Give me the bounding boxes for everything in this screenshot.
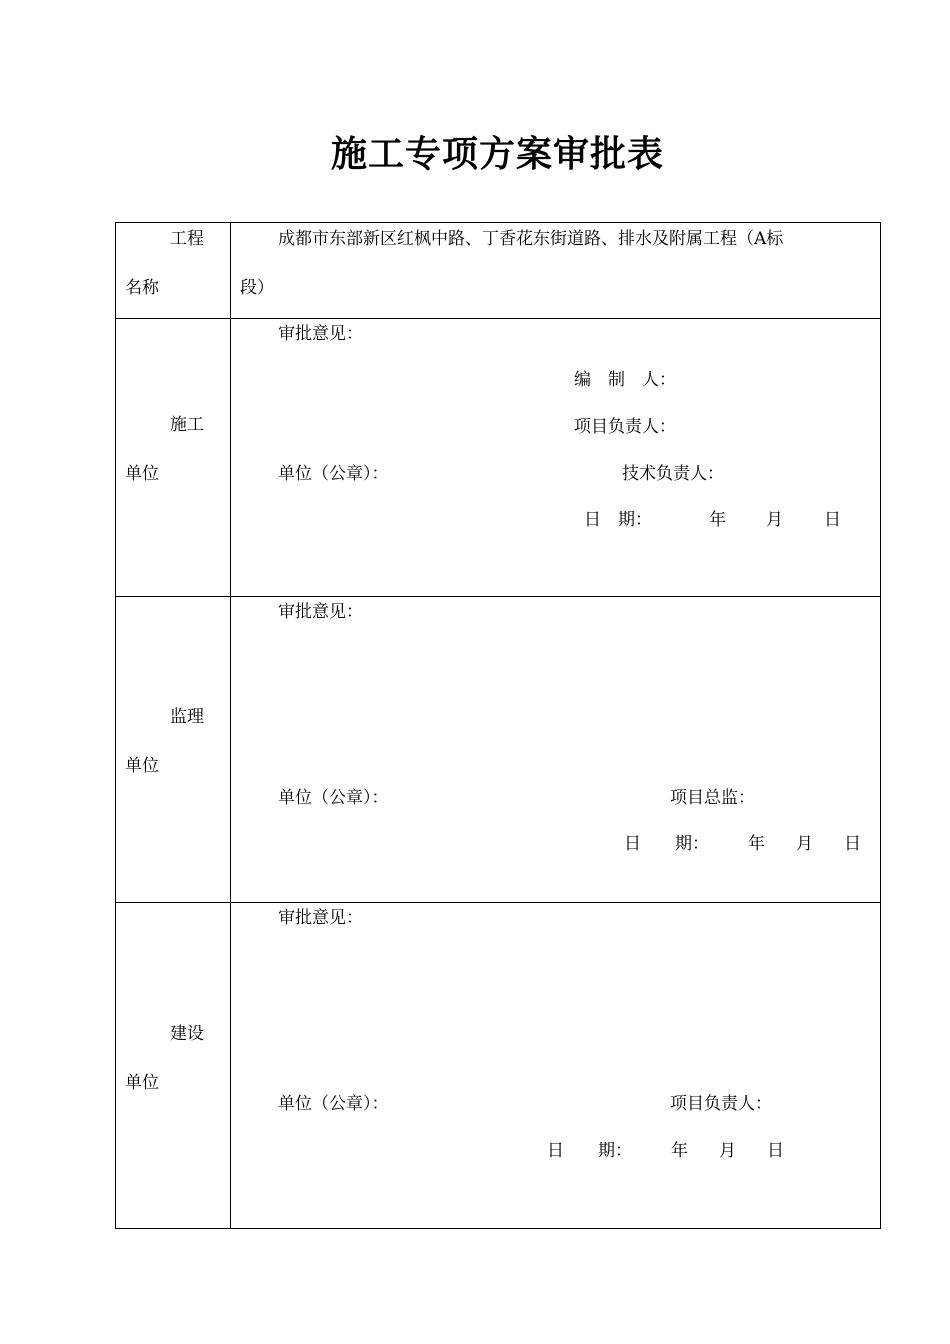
supervision-seal-label: 单位（公章）：: [278, 788, 389, 808]
form-title: 施工专项方案审批表: [330, 133, 664, 175]
construction-technical-manager-label: 技术负责人：: [622, 464, 724, 484]
construction-seal-label: 单位（公章）：: [278, 464, 389, 484]
owner-label-line2: 单位: [125, 1073, 159, 1093]
project-label-line2: 名称: [125, 278, 159, 298]
supervision-date-year: 年: [748, 834, 765, 854]
project-name-value-line1: 成都市东部新区红枫中路、丁香花东街道路、排水及附属工程（A标: [278, 229, 784, 249]
approval-form-table: [115, 222, 881, 1229]
owner-date-label: 日 期：: [547, 1141, 632, 1161]
construction-date-label: 日 期：: [584, 510, 652, 530]
construction-date-year: 年: [709, 510, 726, 530]
supervision-chief-label: 项目总监：: [670, 788, 755, 808]
construction-project-manager-label: 项目负责人：: [574, 417, 676, 437]
project-label-line1: 工程: [170, 229, 204, 249]
construction-date-day: 日: [824, 510, 841, 530]
project-name-value-line2: 段）: [240, 278, 274, 298]
supervision-opinion-label: 审批意见：: [278, 602, 363, 622]
supervision-date-month: 月: [796, 834, 813, 854]
supervision-label-line2: 单位: [125, 756, 159, 776]
construction-label-line1: 施工: [170, 415, 204, 435]
construction-opinion-label: 审批意见：: [278, 324, 363, 344]
owner-opinion-label: 审批意见：: [278, 908, 363, 928]
owner-date-month: 月: [719, 1141, 736, 1161]
construction-label-line2: 单位: [125, 464, 159, 484]
owner-label-line1: 建设: [170, 1024, 204, 1044]
construction-date-month: 月: [766, 510, 783, 530]
supervision-date-label: 日 期：: [624, 834, 709, 854]
column-divider: [230, 223, 231, 1228]
owner-date-year: 年: [671, 1141, 688, 1161]
owner-seal-label: 单位（公章）：: [278, 1094, 389, 1114]
owner-project-manager-label: 项目负责人：: [670, 1094, 772, 1114]
supervision-date-day: 日: [844, 834, 861, 854]
supervision-label-line1: 监理: [170, 707, 204, 727]
construction-compiler-label: 编 制 人：: [574, 370, 676, 390]
owner-date-day: 日: [767, 1141, 784, 1161]
